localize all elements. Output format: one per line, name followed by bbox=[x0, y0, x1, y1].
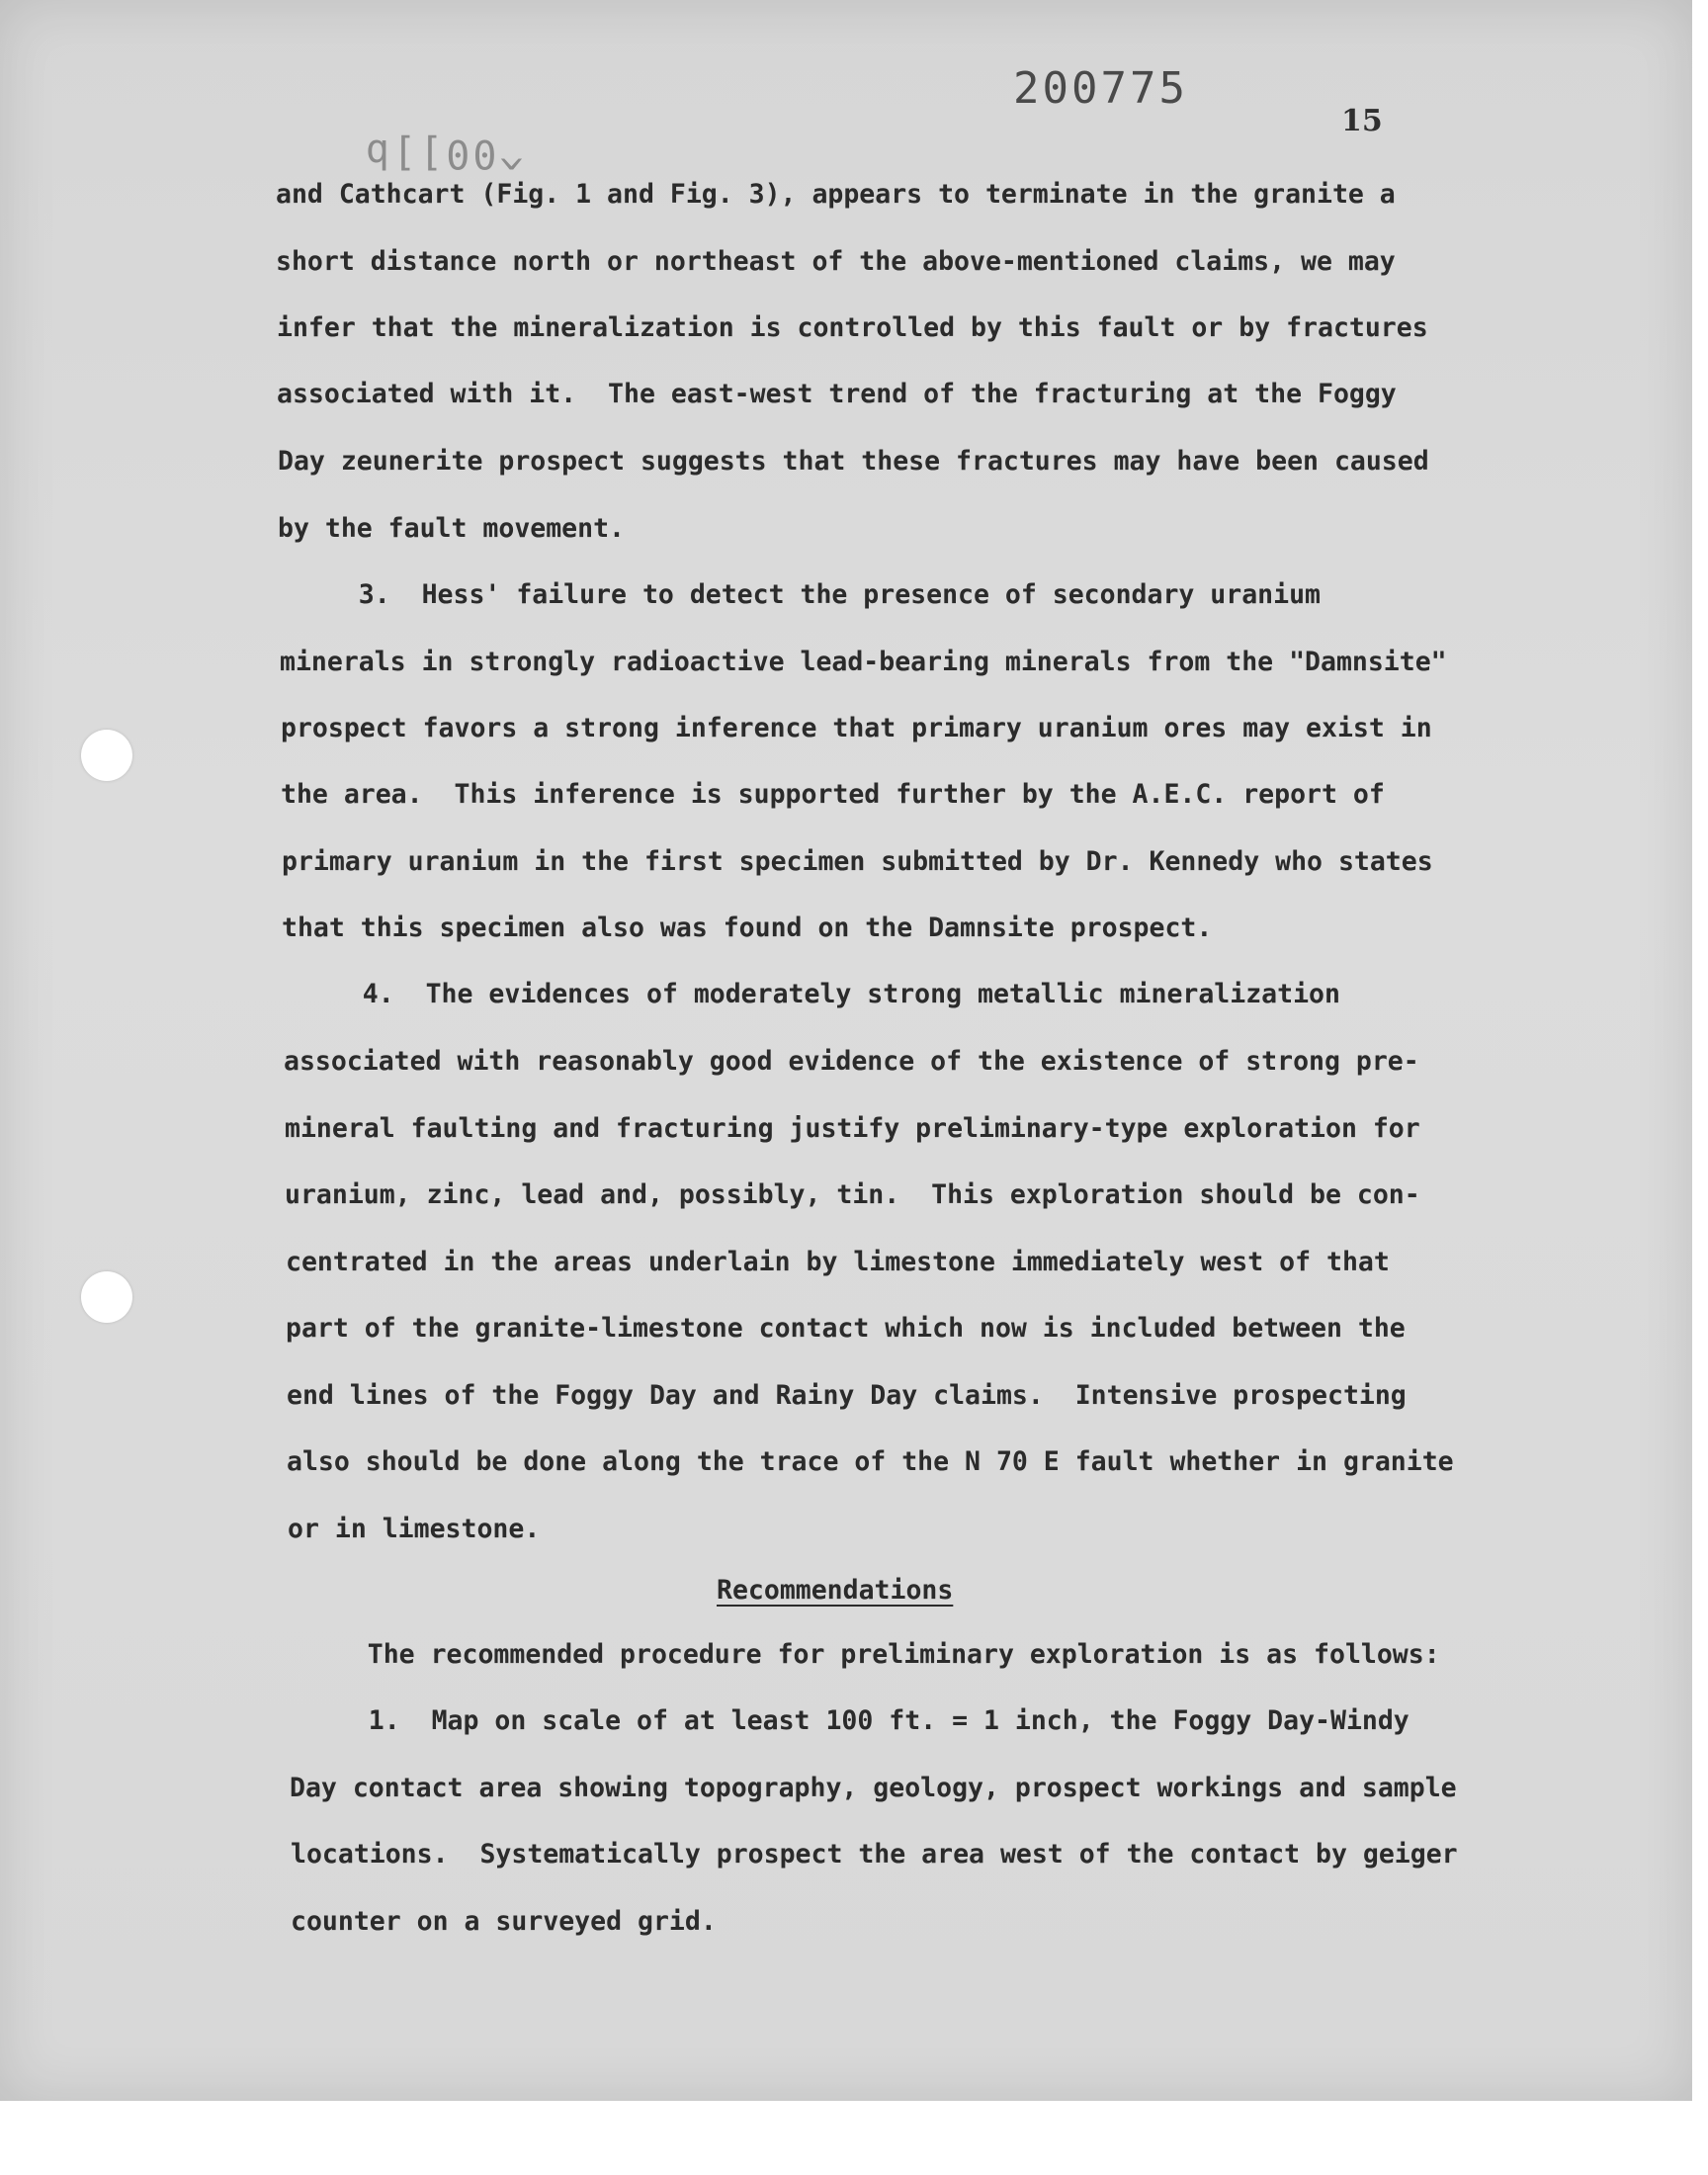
text-line: by the fault movement. bbox=[278, 513, 625, 544]
text-line: short distance north or northeast of the above-mentioned claims, we may bbox=[276, 246, 1396, 277]
text-line: uranium, zinc, lead and, possibly, tin. This exploration should be con- bbox=[285, 1179, 1420, 1210]
text-line: Day contact area showing topography, geology, prospect workings and sample bbox=[290, 1773, 1457, 1803]
mirrored-stamp-number: d[[00^ bbox=[366, 130, 527, 176]
text-line: associated with reasonably good evidence of the existence of strong pre- bbox=[284, 1046, 1419, 1077]
text-line: infer that the mineralization is controlled by this fault or by fractures bbox=[277, 312, 1428, 343]
page-number: 15 bbox=[1341, 104, 1383, 138]
text-line: Day zeunerite prospect suggests that these fractures may have been caused bbox=[278, 446, 1429, 477]
text-line: The recommended procedure for preliminary exploration is as follows: bbox=[289, 1639, 1440, 1670]
text-line: the area. This inference is supported further by the A.E.C. report of bbox=[281, 779, 1385, 810]
text-line: associated with it. The east-west trend of the fracturing at the Foggy bbox=[277, 379, 1397, 409]
text-line: 4. The evidences of moderately strong metallic mineralization bbox=[284, 979, 1340, 1009]
text-line: centrated in the areas underlain by limestone immediately west of that bbox=[286, 1247, 1390, 1277]
section-heading-recommendations: Recommendations bbox=[717, 1575, 954, 1606]
text-line: locations. Systematically prospect the area west of the contact by geiger bbox=[291, 1839, 1458, 1870]
text-line: that this specimen also was found on the Damnsite prospect. bbox=[282, 913, 1213, 943]
text-line: mineral faulting and fracturing justify preliminary-type exploration for bbox=[285, 1113, 1420, 1144]
document-stamp-number: 200775 bbox=[1013, 63, 1188, 114]
text-line: primary uranium in the first specimen submitted by Dr. Kennedy who states bbox=[282, 846, 1433, 877]
text-line: end lines of the Foggy Day and Rainy Day claims. Intensive prospecting bbox=[287, 1380, 1407, 1411]
text-line: or in limestone. bbox=[288, 1514, 541, 1544]
text-line: 1. Map on scale of at least 100 ft. = 1 inch, the Foggy Day-Windy bbox=[290, 1705, 1409, 1736]
text-line: and Cathcart (Fig. 1 and Fig. 3), appears to terminate in the granite a bbox=[276, 179, 1396, 210]
text-line: minerals in strongly radioactive lead-bearing minerals from the "Damnsite" bbox=[280, 647, 1447, 677]
punch-hole-lower bbox=[81, 1271, 132, 1323]
text-line: prospect favors a strong inference that primary uranium ores may exist in bbox=[281, 713, 1432, 743]
punch-hole-upper bbox=[81, 730, 132, 781]
text-line: also should be done along the trace of the N 70 E fault whether in granite bbox=[287, 1446, 1454, 1477]
text-line: part of the granite-limestone contact which now is included between the bbox=[286, 1313, 1406, 1344]
text-line: 3. Hess' failure to detect the presence of secondary uranium bbox=[280, 579, 1321, 610]
text-line: counter on a surveyed grid. bbox=[291, 1906, 717, 1937]
